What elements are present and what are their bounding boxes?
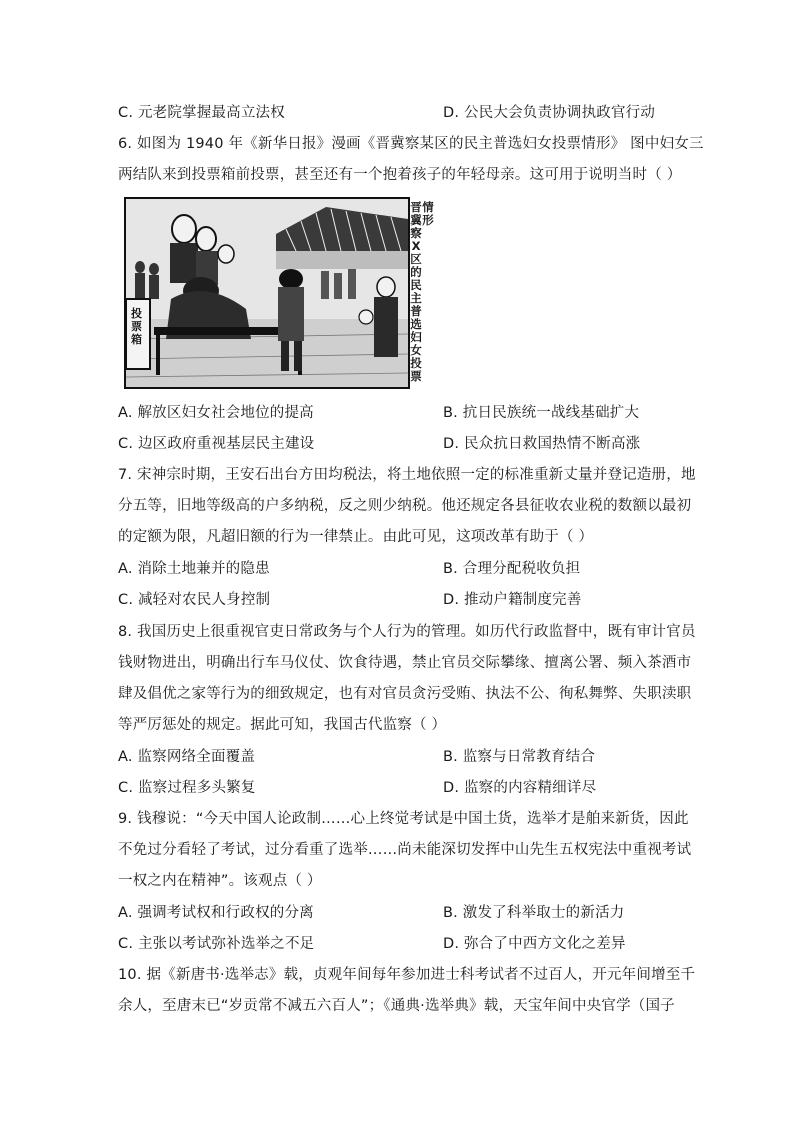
- q6-cartoon-figure: [124, 197, 434, 389]
- q8-stem-line-3: 肆及倡优之家等行为的细致规定，也有对官员贪污受贿、执法不公、徇私舞弊、失职渎职: [118, 686, 692, 702]
- q5-option-d: D. 公民大会负责协调执政官行动: [443, 105, 656, 121]
- q7-option-b: B. 合理分配税收负担: [443, 561, 581, 577]
- q6-stem-line-2: 两结队来到投票箱前投票，甚至还有一个抱着孩子的年轻母亲。这可用于说明当时（ ）: [118, 167, 682, 183]
- q8-stem-line-4: 等严厉惩处的规定。据此可知，我国古代监察（ ）: [118, 717, 447, 733]
- q8-stem-line-1: 8. 我国历史上很重视官吏日常政务与个人行为的管理。如历代行政监督中，既有审计官员: [118, 624, 696, 640]
- caption-column-1: 晋冀察X区的民主普选妇女投票: [410, 200, 422, 383]
- q9-option-d: D. 弥合了中西方文化之差异: [443, 936, 626, 952]
- q10-stem-line-1: 10. 据《新唐书·选举志》载，贞观年间每年参加进士科考试者不过百人，开元年间增至千: [118, 967, 696, 983]
- q6-option-c: C. 边区政府重视基层民主建设: [118, 436, 315, 452]
- q8-option-c: C. 监察过程多头繁复: [118, 780, 256, 796]
- q6-option-b: B. 抗日民族统一战线基础扩大: [443, 405, 640, 421]
- q7-stem-line-3: 的定额为限，凡超旧额的行为一律禁止。由此可见，这项改革有助于（ ）: [118, 529, 594, 545]
- q7-option-c: C. 减轻对农民人身控制: [118, 592, 271, 608]
- q9-option-b: B. 激发了科举取士的新活力: [443, 905, 625, 921]
- cartoon-caption: [410, 197, 434, 389]
- q10-stem-line-2: 余人，至唐末已“岁贡常不减五六百人”；《通典·选举典》载，天宝年间中央官学（国子: [118, 998, 675, 1014]
- q8-option-d: D. 监察的内容精细详尽: [443, 780, 597, 796]
- q8-option-b: B. 监察与日常教育结合: [443, 749, 596, 765]
- q8-option-a: A. 监察网络全面覆盖: [118, 749, 256, 765]
- q8-stem-line-2: 钱财物进出，明确出行车马仪仗、饮食待遇，禁止官员交际攀缘、擅离公署、频入茶酒市: [118, 655, 692, 671]
- q6-option-d: D. 民众抗日救国热情不断高涨: [443, 436, 641, 452]
- q7-stem-line-2: 分五等，旧地等级高的户多纳税，反之则少纳税。他还规定各县征收农业税的数额以最初: [118, 498, 692, 514]
- q7-option-a: A. 消除土地兼并的隐患: [118, 561, 270, 577]
- q7-option-d: D. 推动户籍制度完善: [443, 592, 582, 608]
- q9-option-a: A. 强调考试权和行政权的分离: [118, 905, 314, 921]
- ballot-box-label: 投票箱: [131, 307, 142, 346]
- q9-stem-line-1: 9. 钱穆说：“今天中国人论政制……心上终觉考试是中国土货，选举才是舶来新货，因此: [118, 811, 689, 827]
- q9-stem-line-2: 不免过分看轻了考试，过分看重了选举……尚未能深切发挥中山先生五权宪法中重视考试: [118, 842, 692, 858]
- cartoon-illustration: [126, 199, 408, 387]
- caption-column-2: 情形: [422, 200, 434, 227]
- q5-option-c: C. 元老院掌握最高立法权: [118, 105, 285, 121]
- q9-option-c: C. 主张以考试弥补选举之不足: [118, 936, 315, 952]
- q7-stem-line-1: 7. 宋神宗时期，王安石出台方田均税法，将土地依照一定的标准重新丈量并登记造册，地: [118, 467, 696, 483]
- q6-option-a: A. 解放区妇女社会地位的提高: [118, 405, 314, 421]
- q6-stem-line-1: 6. 如图为 1940 年《新华日报》漫画《晋冀察某区的民主普选妇女投票情形》 图中妇女三: [118, 136, 704, 152]
- q9-stem-line-3: 一权之内在精神”。该观点（ ）: [118, 873, 322, 889]
- voting-cartoon-image: [124, 197, 410, 389]
